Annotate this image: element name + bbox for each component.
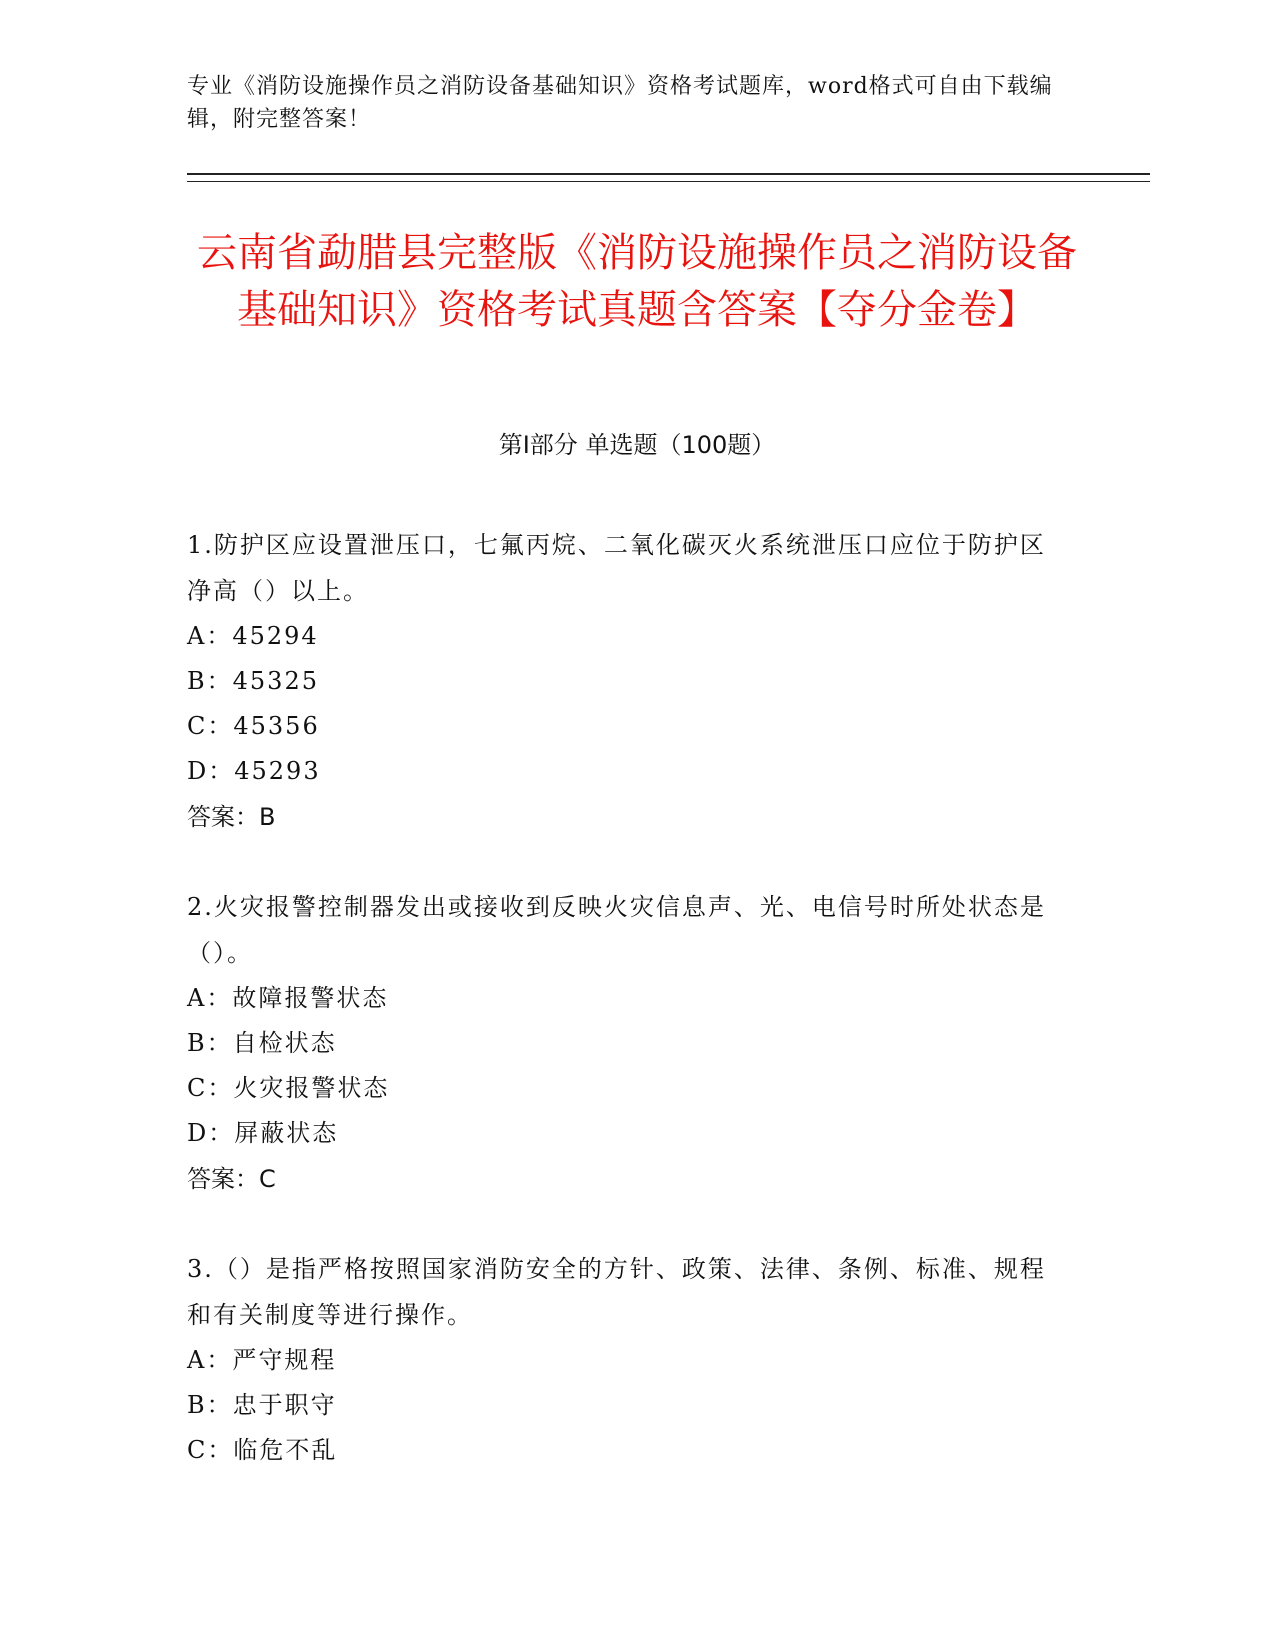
- question-item: [187, 522, 1067, 840]
- question-stem: 3.（）是指严格按照国家消防安全的方针、政策、法律、条例、标准、规程和有关制度等进行操作。: [187, 1255, 1046, 1329]
- document-title: 云南省勐腊县完整版《消防设施操作员之消防设备基础知识》资格考试真题含答案【夺分金卷】: [197, 230, 1077, 333]
- option-a: A：45294: [187, 622, 319, 650]
- question-stem: 2.火灾报警控制器发出或接收到反映火灾信息声、光、电信号时所处状态是（）。: [187, 893, 1046, 967]
- option-a: A：故障报警状态: [187, 984, 389, 1012]
- option-b: B：45325: [187, 667, 319, 695]
- header-divider-thin: [187, 181, 1150, 182]
- option-a: A：严守规程: [187, 1346, 337, 1374]
- question-stem: 1.防护区应设置泄压口，七氟丙烷、二氧化碳灭火系统泄压口应位于防护区净高（）以上。: [187, 531, 1046, 605]
- option-d: D：屏蔽状态: [187, 1119, 339, 1147]
- question-item: [187, 1246, 1067, 1473]
- question-item: [187, 884, 1067, 1202]
- question-list: [187, 522, 1067, 1517]
- answer-line: 答案：C: [187, 1165, 276, 1193]
- option-c: C：火灾报警状态: [187, 1074, 390, 1102]
- option-c: C：45356: [187, 712, 320, 740]
- option-c: C：临危不乱: [187, 1436, 338, 1464]
- header-divider-thick: [187, 173, 1150, 175]
- option-b: B：忠于职守: [187, 1391, 337, 1419]
- option-d: D：45293: [187, 757, 321, 785]
- document-intro: 专业《消防设施操作员之消防设备基础知识》资格考试题库，word格式可自由下载编辑，附完整答案！: [187, 74, 1053, 132]
- section-title: 第I部分 单选题（100题）: [498, 431, 776, 459]
- answer-line: 答案：B: [187, 803, 276, 831]
- option-b: B：自检状态: [187, 1029, 337, 1057]
